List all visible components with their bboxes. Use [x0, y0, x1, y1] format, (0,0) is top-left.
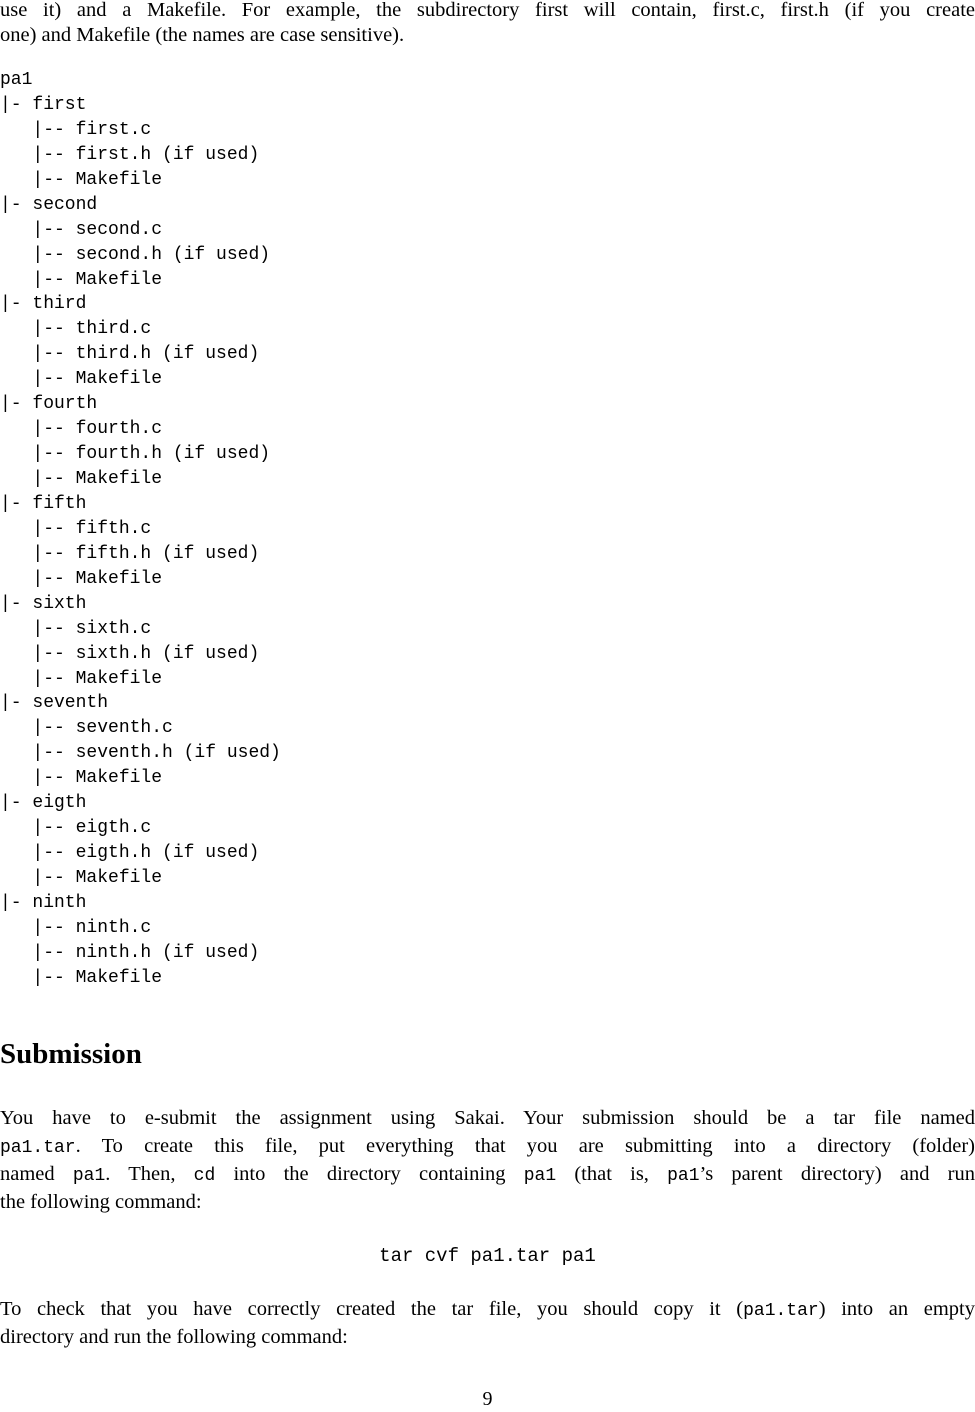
tree-line: |- first	[0, 94, 87, 115]
tree-line: |-- fourth.h (if used)	[0, 444, 271, 465]
tree-line: |- eigth	[0, 793, 87, 814]
inline-code: cd	[193, 1166, 216, 1186]
tree-line: |-- third.h (if used)	[0, 344, 260, 365]
tree-line: |-- third.c	[0, 319, 152, 340]
paragraph-line: You have to e-submit the assignment using Sakai. Your submission should be a tar file named	[0, 1107, 975, 1129]
tree-line: |-- ninth.h (if used)	[0, 942, 260, 963]
tree-line: |-- second.h (if used)	[0, 244, 271, 265]
inline-code: pa1	[667, 1166, 700, 1186]
tree-line: |- sixth	[0, 593, 87, 614]
submission-paragraph-1	[0, 1104, 975, 1216]
inline-code: pa1.tar	[743, 1301, 819, 1321]
tree-line: |-- Makefile	[0, 169, 163, 190]
paragraph-line	[0, 1295, 975, 1323]
inline-code: pa1.tar	[0, 1138, 76, 1158]
tree-line: |- ninth	[0, 892, 87, 913]
inline-text: named	[0, 1163, 73, 1185]
tree-line: |-- eigth.h (if used)	[0, 843, 260, 864]
intro-line-2: one) and Makefile (the names are case sensitive).	[0, 24, 405, 46]
tree-line: |-- Makefile	[0, 369, 163, 390]
tree-line: |-- first.c	[0, 119, 152, 140]
tree-line: |-- sixth.h (if used)	[0, 643, 260, 664]
paragraph-line	[0, 1132, 975, 1160]
tree-line: |- fifth	[0, 493, 87, 514]
tree-line: |-- Makefile	[0, 568, 163, 589]
tree-line: |-- second.c	[0, 219, 163, 240]
tree-line: |- third	[0, 294, 87, 315]
intro-line-1: use it) and a Makefile. For example, the subdirectory first will contain, first.c, first.h (if you create	[0, 0, 975, 21]
page-number: 9	[482, 1388, 493, 1410]
tree-line: |-- Makefile	[0, 469, 163, 489]
inline-code: pa1	[523, 1166, 557, 1186]
tree-line: |-- Makefile	[0, 868, 163, 888]
section-heading-submission: Submission	[0, 1038, 142, 1070]
tree-line: pa1	[0, 70, 33, 90]
tree-line: |- fourth	[0, 394, 98, 415]
tree-line: |-- first.h (if used)	[0, 144, 260, 165]
tree-line: |-- fifth.c	[0, 518, 152, 539]
tar-command: tar cvf pa1.tar pa1	[379, 1245, 596, 1267]
tree-line: |- seventh	[0, 693, 109, 714]
tree-line: |-- Makefile	[0, 768, 163, 789]
tree-line: |-- fifth.h (if used)	[0, 543, 260, 564]
inline-text: ) into an empty	[818, 1298, 975, 1320]
tree-line: |-- ninth.c	[0, 917, 152, 938]
tree-line: |-- Makefile	[0, 967, 163, 988]
tree-line: |-- sixth.c	[0, 618, 152, 639]
inline-code: pa1	[72, 1166, 106, 1186]
submission-paragraph-2	[0, 1295, 975, 1351]
inline-text: into the directory containing	[215, 1163, 524, 1185]
tree-line: |- second	[0, 194, 98, 215]
inline-text: . Then,	[105, 1163, 194, 1185]
inline-text: To check that you have correctly created the tar file, you should copy it (	[0, 1298, 744, 1320]
paragraph-line	[0, 1160, 975, 1188]
tree-line: |-- eigth.c	[0, 818, 152, 839]
directory-tree	[0, 68, 281, 991]
paragraph-line: directory and run the following command:	[0, 1326, 348, 1348]
inline-text: . To create this file, put everything that you are submitting into a directory (folder)	[75, 1135, 975, 1157]
tree-line: |-- seventh.h (if used)	[0, 743, 281, 764]
tree-line: |-- Makefile	[0, 668, 163, 689]
paragraph-line: the following command:	[0, 1191, 202, 1213]
tree-line: |-- seventh.c	[0, 718, 173, 739]
tree-line: |-- fourth.c	[0, 419, 163, 440]
tree-line: |-- Makefile	[0, 269, 163, 290]
inline-text: ’s parent directory) and run	[699, 1163, 975, 1185]
inline-text: (that is,	[556, 1163, 668, 1185]
